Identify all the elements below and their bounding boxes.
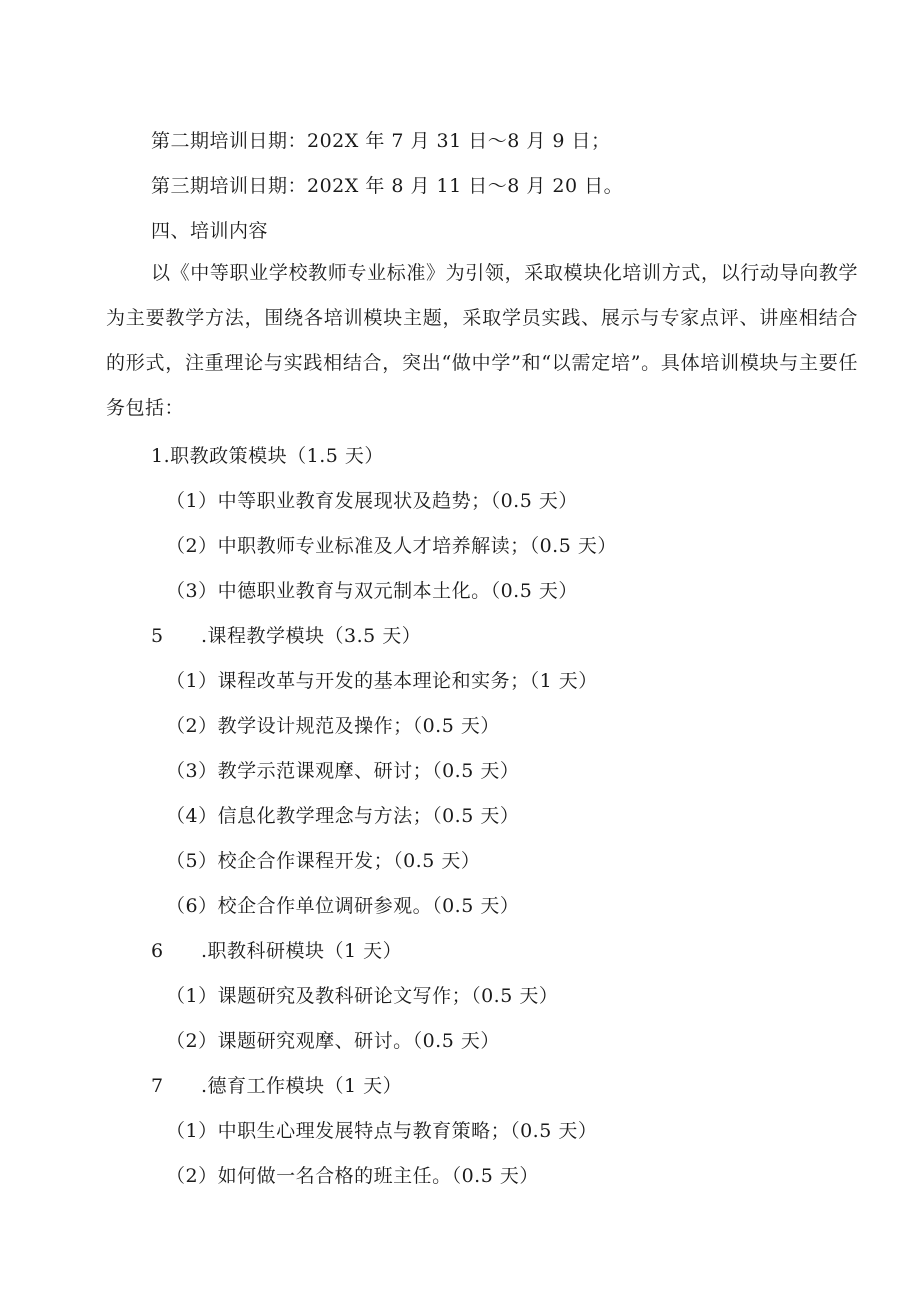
- module-number: 5: [151, 625, 164, 647]
- module-title: [151, 624, 421, 648]
- module-title: [151, 1074, 402, 1098]
- module-item: （4）信息化教学理念与方法；（0.5 天）: [166, 805, 520, 827]
- module-number: 7: [151, 1075, 164, 1097]
- module-item: （5）校企合作课程开发；（0.5 天）: [166, 850, 481, 872]
- module-item: （2）如何做一名合格的班主任。（0.5 天）: [166, 1165, 539, 1187]
- third-period-date: 第三期培训日期：202X 年 8 月 11 日～8 月 20 日。: [151, 175, 624, 197]
- intro-paragraph: 以《中等职业学校教师专业标准》为引领，采取模块化培训方式，以行动导向教学为主要教学方法，围绕各培训模块主题，采取学员实践、展示与专家点评、讲座相结合的形式，注重理论与实践相结合，突出“做中学”和“以需定培”。具体培训模块与主要任务包括：: [106, 262, 858, 419]
- module-title-text: .职教科研模块（1 天）: [201, 940, 403, 962]
- module-item: （6）校企合作单位调研参观。（0.5 天）: [166, 895, 520, 917]
- module-item: （3）中德职业教育与双元制本土化。（0.5 天）: [166, 580, 578, 602]
- module-title: [151, 444, 384, 468]
- module-item: （2）课题研究观摩、研讨。（0.5 天）: [166, 1030, 500, 1052]
- module-title-text: .德育工作模块（1 天）: [201, 1075, 403, 1097]
- module-number: 6: [151, 940, 164, 962]
- module-item: （1）中等职业教育发展现状及趋势；（0.5 天）: [166, 490, 578, 512]
- module-title-text: .课程教学模块（3.5 天）: [201, 625, 422, 647]
- module-item: （2）中职教师专业标准及人才培养解读；（0.5 天）: [166, 535, 617, 557]
- module-item: （1）课程改革与开发的基本理论和实务；（1 天）: [166, 670, 598, 692]
- module-title: [151, 939, 402, 963]
- section-heading: 四、培训内容: [151, 220, 269, 242]
- module-item: （2）教学设计规范及操作；（0.5 天）: [166, 715, 500, 737]
- module-title-text: 1.职教政策模块（1.5 天）: [151, 445, 384, 467]
- module-item: （3）教学示范课观摩、研讨；（0.5 天）: [166, 760, 520, 782]
- second-period-date: 第二期培训日期：202X 年 7 月 31 日～8 月 9 日；: [151, 130, 611, 152]
- module-item: （1）中职生心理发展特点与教育策略；（0.5 天）: [166, 1120, 598, 1142]
- module-item: （1）课题研究及教科研论文写作；（0.5 天）: [166, 985, 559, 1007]
